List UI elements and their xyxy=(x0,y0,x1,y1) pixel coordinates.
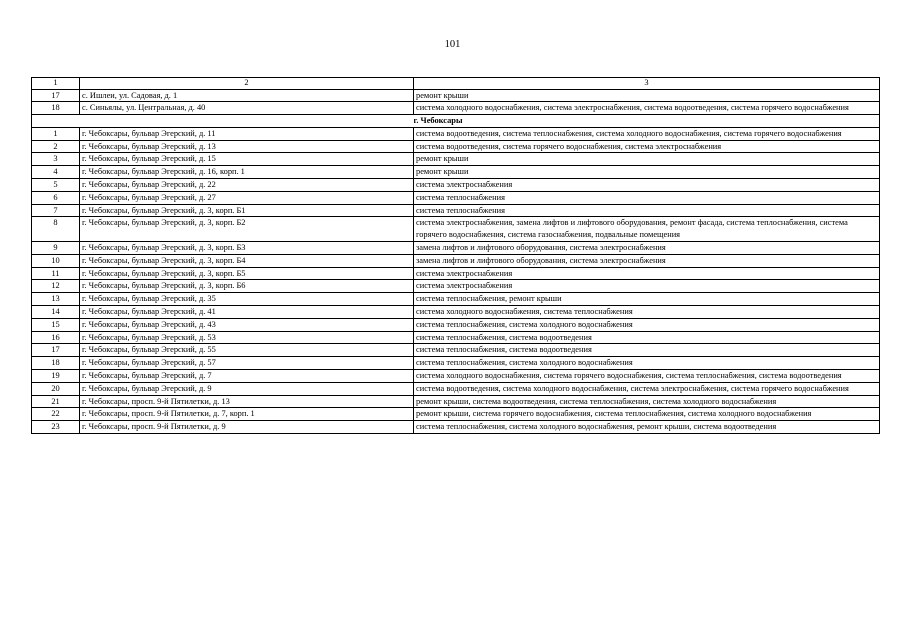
row-works: замена лифтов и лифтового оборудования, система электроснабжения xyxy=(414,254,880,267)
row-number: 11 xyxy=(32,267,80,280)
row-number: 22 xyxy=(32,408,80,421)
row-address: г. Чебоксары, бульвар Эгерский, д. 16, корп. 1 xyxy=(80,166,414,179)
table-row xyxy=(32,127,880,140)
row-number: 17 xyxy=(32,89,80,102)
table-row xyxy=(32,267,880,280)
table-header-row xyxy=(32,78,880,90)
row-address: с. Ишлеи, ул. Садовая, д. 1 xyxy=(80,89,414,102)
row-number: 15 xyxy=(32,318,80,331)
row-number: 10 xyxy=(32,254,80,267)
row-address: г. Чебоксары, бульвар Эгерский, д. 7 xyxy=(80,370,414,383)
row-works: система теплоснабжения, система водоотведения xyxy=(414,331,880,344)
row-number: 16 xyxy=(32,331,80,344)
header-col-2: 2 xyxy=(80,78,414,90)
table-row xyxy=(32,102,880,115)
row-address: с. Синьялы, ул. Центральная, д. 40 xyxy=(80,102,414,115)
page-number: 101 xyxy=(444,39,461,50)
row-address: г. Чебоксары, бульвар Эгерский, д. 55 xyxy=(80,344,414,357)
row-address: г. Чебоксары, бульвар Эгерский, д. 13 xyxy=(80,140,414,153)
row-number: 1 xyxy=(32,127,80,140)
row-address: г. Чебоксары, бульвар Эгерский, д. 22 xyxy=(80,179,414,192)
table-row xyxy=(32,254,880,267)
row-number: 3 xyxy=(32,153,80,166)
row-works: система теплоснабжения xyxy=(414,191,880,204)
row-works: ремонт крыши xyxy=(414,166,880,179)
row-works: система теплоснабжения, система холодного водоснабжения xyxy=(414,357,880,370)
table-row xyxy=(32,306,880,319)
table-row xyxy=(32,166,880,179)
row-address: г. Чебоксары, бульвар Эгерский, д. 9 xyxy=(80,382,414,395)
row-number: 8 xyxy=(32,217,80,242)
row-number: 17 xyxy=(32,344,80,357)
table-row xyxy=(32,153,880,166)
row-number: 14 xyxy=(32,306,80,319)
table-row xyxy=(32,331,880,344)
row-number: 4 xyxy=(32,166,80,179)
section-title: г. Чебоксары xyxy=(414,115,880,128)
row-number: 18 xyxy=(32,102,80,115)
row-address: г. Чебоксары, бульвар Эгерский, д. 43 xyxy=(80,318,414,331)
row-works: система теплоснабжения xyxy=(414,204,880,217)
row-works: система водоотведения, система горячего водоснабжения, система электроснабжения xyxy=(414,140,880,153)
table-row xyxy=(32,382,880,395)
row-works: ремонт крыши xyxy=(414,153,880,166)
row-address: г. Чебоксары, бульвар Эгерский, д. 3, корп. Б1 xyxy=(80,204,414,217)
row-works: система электроснабжения xyxy=(414,280,880,293)
row-works: ремонт крыши xyxy=(414,89,880,102)
row-number: 20 xyxy=(32,382,80,395)
row-works: система теплоснабжения, система водоотведения xyxy=(414,344,880,357)
row-number: 12 xyxy=(32,280,80,293)
row-works: система водоотведения, система холодного водоснабжения, система электроснабжения, система горячего водоснабжения xyxy=(414,382,880,395)
row-address: г. Чебоксары, бульвар Эгерский, д. 15 xyxy=(80,153,414,166)
table-row xyxy=(32,293,880,306)
table-row xyxy=(32,280,880,293)
table-row xyxy=(32,242,880,255)
row-works: система холодного водоснабжения, система электроснабжения, система водоотведения, система горячего водоснабжения xyxy=(414,102,880,115)
table-row xyxy=(32,89,880,102)
row-number: 19 xyxy=(32,370,80,383)
row-address: г. Чебоксары, просп. 9-й Пятилетки, д. 9 xyxy=(80,421,414,434)
row-works: система холодного водоснабжения, система теплоснабжения xyxy=(414,306,880,319)
row-address: г. Чебоксары, бульвар Эгерский, д. 3, корп. Б5 xyxy=(80,267,414,280)
table-row xyxy=(32,395,880,408)
row-works: замена лифтов и лифтового оборудования, система электроснабжения xyxy=(414,242,880,255)
row-address: г. Чебоксары, бульвар Эгерский, д. 11 xyxy=(80,127,414,140)
row-works: ремонт крыши, система горячего водоснабжения, система теплоснабжения, система холодного водоснабжения xyxy=(414,408,880,421)
section-row xyxy=(32,115,880,128)
header-col-1: 1 xyxy=(32,78,80,90)
row-number: 18 xyxy=(32,357,80,370)
table-row xyxy=(32,140,880,153)
row-address: г. Чебоксары, бульвар Эгерский, д. 3, корп. Б3 xyxy=(80,242,414,255)
row-address: г. Чебоксары, бульвар Эгерский, д. 35 xyxy=(80,293,414,306)
row-address: г. Чебоксары, бульвар Эгерский, д. 3, корп. Б6 xyxy=(80,280,414,293)
row-address: г. Чебоксары, просп. 9-й Пятилетки, д. 7, корп. 1 xyxy=(80,408,414,421)
row-works: система теплоснабжения, ремонт крыши xyxy=(414,293,880,306)
table-row xyxy=(32,217,880,242)
row-address: г. Чебоксары, бульвар Эгерский, д. 53 xyxy=(80,331,414,344)
row-works: система электроснабжения xyxy=(414,267,880,280)
row-address: г. Чебоксары, бульвар Эгерский, д. 27 xyxy=(80,191,414,204)
table-row xyxy=(32,357,880,370)
header-col-3: 3 xyxy=(414,78,880,90)
table-row xyxy=(32,408,880,421)
table-body xyxy=(32,78,880,434)
row-works: система электроснабжения xyxy=(414,179,880,192)
row-number: 13 xyxy=(32,293,80,306)
row-address: г. Чебоксары, бульвар Эгерский, д. 3, корп. Б4 xyxy=(80,254,414,267)
row-works: система теплоснабжения, система холодного водоснабжения, ремонт крыши, система водоотведения xyxy=(414,421,880,434)
row-works: система теплоснабжения, система холодного водоснабжения xyxy=(414,318,880,331)
row-works: система холодного водоснабжения, система горячего водоснабжения, система теплоснабжения, система водоотведения xyxy=(414,370,880,383)
row-number: 2 xyxy=(32,140,80,153)
table-row xyxy=(32,204,880,217)
row-number: 21 xyxy=(32,395,80,408)
row-address: г. Чебоксары, бульвар Эгерский, д. 57 xyxy=(80,357,414,370)
row-number: 6 xyxy=(32,191,80,204)
works-table xyxy=(31,77,880,434)
row-address: г. Чебоксары, бульвар Эгерский, д. 41 xyxy=(80,306,414,319)
table-row xyxy=(32,421,880,434)
row-number: 9 xyxy=(32,242,80,255)
table-row xyxy=(32,370,880,383)
row-number: 23 xyxy=(32,421,80,434)
row-address: г. Чебоксары, просп. 9-й Пятилетки, д. 13 xyxy=(80,395,414,408)
row-works: система электроснабжения, замена лифтов и лифтового оборудования, ремонт фасада, система теплоснабжения, система горячего водоснабжения, система газоснабжения, подвальные помещения xyxy=(414,217,880,242)
row-address: г. Чебоксары, бульвар Эгерский, д. 3, корп. Б2 xyxy=(80,217,414,242)
row-number: 5 xyxy=(32,179,80,192)
row-number: 7 xyxy=(32,204,80,217)
table-row xyxy=(32,191,880,204)
row-works: система водоотведения, система теплоснабжения, система холодного водоснабжения, система горячего водоснабжения xyxy=(414,127,880,140)
table-row xyxy=(32,344,880,357)
table-row xyxy=(32,318,880,331)
section-spacer xyxy=(32,115,414,128)
table-row xyxy=(32,179,880,192)
row-works: ремонт крыши, система водоотведения, система теплоснабжения, система холодного водоснабжения xyxy=(414,395,880,408)
